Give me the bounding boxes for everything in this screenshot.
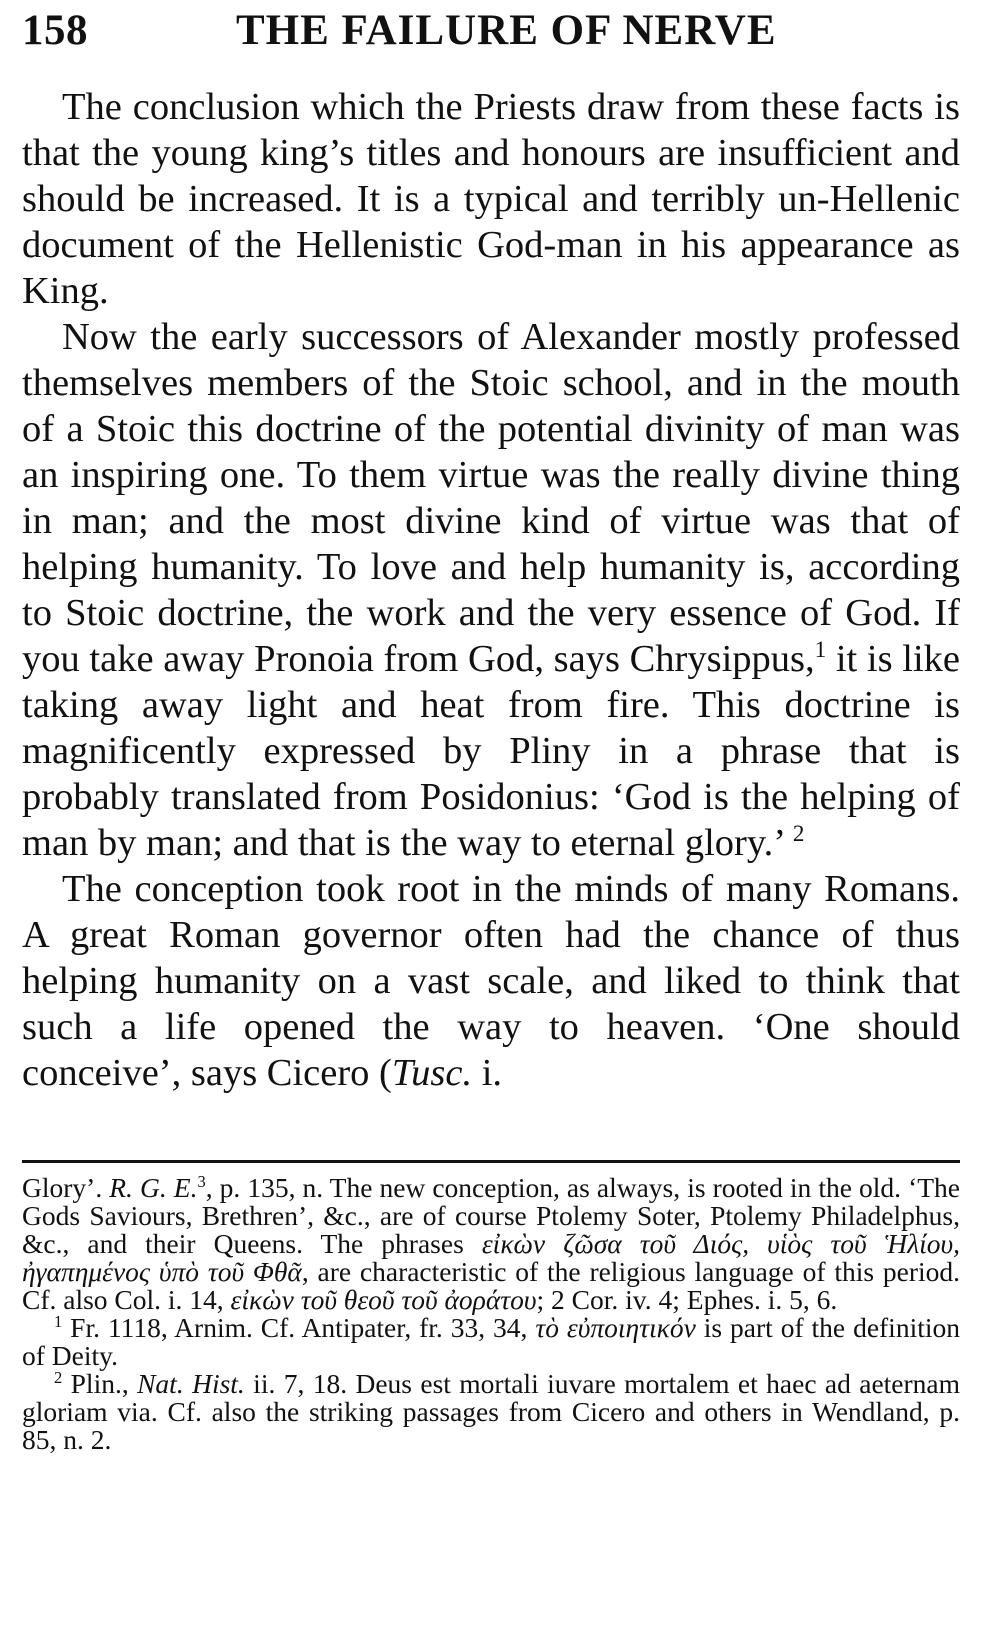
footnote-ref-2: 2 [792, 820, 805, 847]
footnote-1-greek: τὸ εὐποιητικόν [535, 1312, 696, 1343]
page-header [22, 6, 960, 62]
footnote-divider [22, 1160, 960, 1163]
paragraph-2-text-a: Now the early successors of Alexander mostly professed themselves members of the Stoic school, and in the mouth of a Stoic this doctrine of the potential divinity of man was an inspiring one. To them virtue was the really divine thing in man; and the most divine kind of virtue was that of helping humanity. To love and help humanity is, according to Stoic doctrine, the work and the very essence of God. If you take away Pronoia from God, says Chrysippus, [22, 316, 960, 680]
fn-cont-text-c: , are characteristic of the religious language of this period. Cf. also Col. i. 14, [22, 1256, 961, 1315]
paragraph-3-text-b: i. [472, 1052, 503, 1094]
paragraph-1-text: The conclusion which the Priests draw from these facts is that the young king’s titles and honours are insufficient and should be increased. It is a typical and terribly un-Hellenic document of the Hellenistic God-man in his appearance as King. [22, 86, 960, 312]
fn-cont-text-a: Glory’. [22, 1172, 110, 1203]
body-text [22, 84, 960, 1096]
paragraph-2-text-b: it is like taking away light and heat from fire. This doctrine is magnificently expressed by Pliny in a phrase that is probably translated from Posidonius: ‘God is the helping of man by man; and that is the way to eternal glory.’ [22, 638, 960, 864]
fn-cont-greek-2: εἰκὼν τοῦ θεοῦ τοῦ ἀοράτου [230, 1284, 537, 1315]
footnote-2-text-b: ii. 7, 18. Deus est mortali iuvare mortalem et haec ad aeternam gloriam via. Cf. also the striking passages from Cicero and others in Wendland, p. 85, n. 2. [22, 1368, 961, 1455]
footnote-continuation [22, 1171, 961, 1315]
fn-cont-greek-1: εἰκὼν ζῶσα τοῦ Διός, υἱὸς τοῦ Ἡλίου, ἠγαπημένος ὑπὸ τοῦ Φθᾶ [22, 1228, 961, 1287]
footnote-2-mark: 2 [54, 1367, 63, 1387]
fn-cont-rge: R. G. E. [109, 1172, 198, 1203]
footnote-2-title: Nat. Hist. [137, 1368, 245, 1399]
page-number: 158 [22, 7, 88, 54]
paragraph-1 [22, 84, 960, 314]
footnotes [22, 1171, 961, 1455]
paragraph-2 [22, 314, 960, 866]
fn-cont-text-b: , p. 135, n. The new conception, as always, is rooted in the old. ‘The Gods Saviours, Brethren’, &c., are of course Ptolemy Soter, Ptolemy Philadelphus, &c., and their Queens. The phrases [22, 1172, 960, 1259]
paragraph-3-text-a: The conception took root in the minds of many Romans. A great Roman governor often had the chance of thus helping humanity on a vast scale, and liked to think that such a life opened the way to heaven. ‘One should conceive’, says Cicero ( [22, 868, 960, 1094]
footnote-1 [22, 1311, 960, 1371]
footnote-1-mark: 1 [54, 1311, 63, 1331]
fn-cont-rge-sup: 3 [197, 1171, 206, 1191]
paragraph-3 [22, 866, 960, 1096]
fn-cont-text-d: ; 2 Cor. iv. 4; Ephes. i. 5, 6. [536, 1284, 838, 1315]
running-title: THE FAILURE OF NERVE [236, 7, 777, 54]
footnote-1-text-a: Fr. 1118, Arnim. Cf. Antipater, fr. 33, 34, [62, 1312, 536, 1343]
footnote-1-text-b: is part of the definition of Deity. [22, 1312, 960, 1371]
footnote-2-text-a: Plin., [62, 1368, 138, 1399]
footnote-2 [22, 1367, 961, 1455]
footnote-ref-1: 1 [814, 636, 827, 663]
paragraph-3-title: Tusc. [391, 1052, 473, 1094]
